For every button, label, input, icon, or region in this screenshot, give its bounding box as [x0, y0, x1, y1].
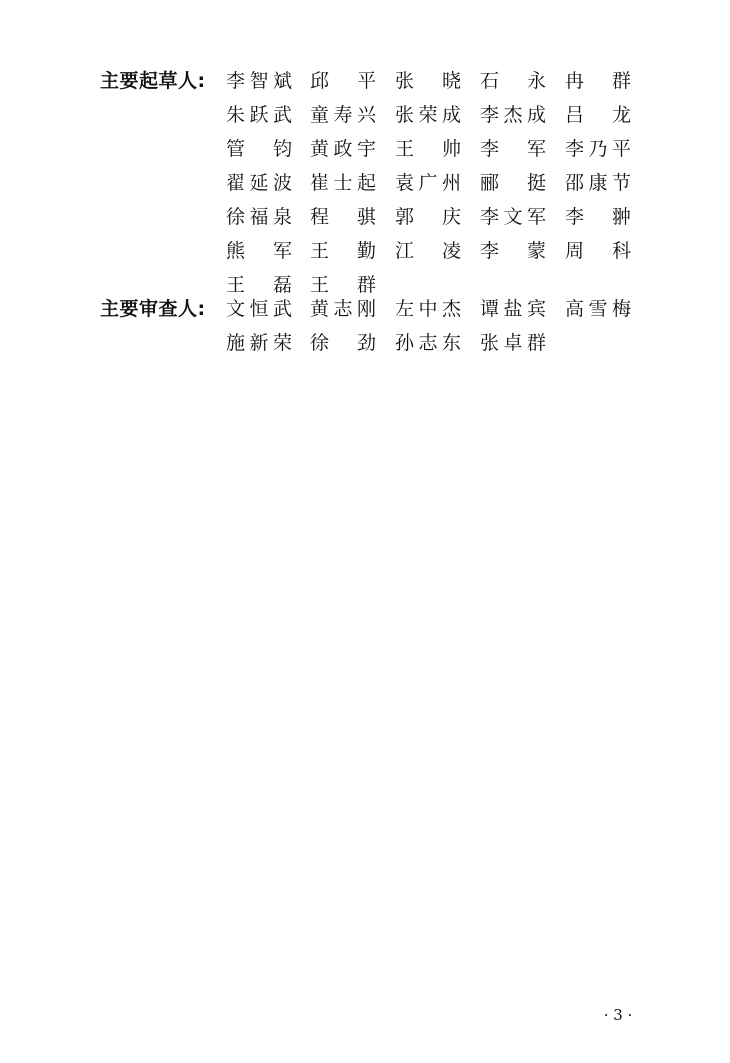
page-number: · 3 ·	[603, 1006, 633, 1024]
person-name: 王 磊	[226, 274, 292, 296]
person-name: 徐 福 泉	[226, 206, 292, 228]
person-name: 施 新 荣	[226, 332, 292, 354]
person-name: 左 中 杰	[395, 298, 461, 320]
person-name: 翟 延 波	[226, 172, 292, 194]
name-row	[226, 98, 636, 132]
person-name: 李 乃 平	[565, 138, 631, 160]
person-name: 李 蒙	[480, 240, 546, 262]
name-row	[226, 234, 636, 268]
person-name: 程 骐	[310, 206, 376, 228]
person-name: 邱 平	[310, 70, 376, 92]
person-name: 周 科	[565, 240, 631, 262]
person-name: 张 卓 群	[480, 332, 546, 354]
person-name: 童 寿 兴	[310, 104, 376, 126]
person-name: 王 勤	[310, 240, 376, 262]
person-name: 孙 志 东	[395, 332, 461, 354]
name-row	[226, 166, 636, 200]
person-name: 张 晓	[395, 70, 461, 92]
person-name: 李 智 斌	[226, 70, 292, 92]
name-row	[226, 292, 636, 326]
name-row	[226, 132, 636, 166]
person-name: 郭 庆	[395, 206, 461, 228]
person-name: 郦 挺	[480, 172, 546, 194]
person-name: 江 凌	[395, 240, 461, 262]
name-row	[226, 64, 636, 98]
name-row	[226, 326, 636, 360]
person-name: 黄 政 宇	[310, 138, 376, 160]
person-name: 谭 盐 宾	[480, 298, 546, 320]
person-name: 王 帅	[395, 138, 461, 160]
person-name: 朱 跃 武	[226, 104, 292, 126]
person-name: 石 永	[480, 70, 546, 92]
reviewers-label: 主要审查人:	[100, 298, 206, 320]
reviewers-list	[226, 292, 636, 360]
person-name: 王 群	[310, 274, 376, 296]
person-name: 李 军	[480, 138, 546, 160]
drafters-label: 主要起草人:	[100, 70, 206, 92]
person-name: 张 荣 成	[395, 104, 461, 126]
person-name: 崔 士 起	[310, 172, 376, 194]
person-name: 黄 志 刚	[310, 298, 376, 320]
person-name: 文 恒 武	[226, 298, 292, 320]
person-name: 高 雪 梅	[565, 298, 631, 320]
person-name: 吕 龙	[565, 104, 631, 126]
person-name: 袁 广 州	[395, 172, 461, 194]
person-name: 邵 康 节	[565, 172, 631, 194]
person-name: 李 杰 成	[480, 104, 546, 126]
person-name: 冉 群	[565, 70, 631, 92]
name-row	[226, 200, 636, 234]
person-name: 李 文 军	[480, 206, 546, 228]
person-name: 熊 军	[226, 240, 292, 262]
person-name: 徐 劲	[310, 332, 376, 354]
drafters-list	[226, 64, 636, 302]
person-name: 管 钧	[226, 138, 292, 160]
person-name: 李 翀	[565, 206, 631, 228]
